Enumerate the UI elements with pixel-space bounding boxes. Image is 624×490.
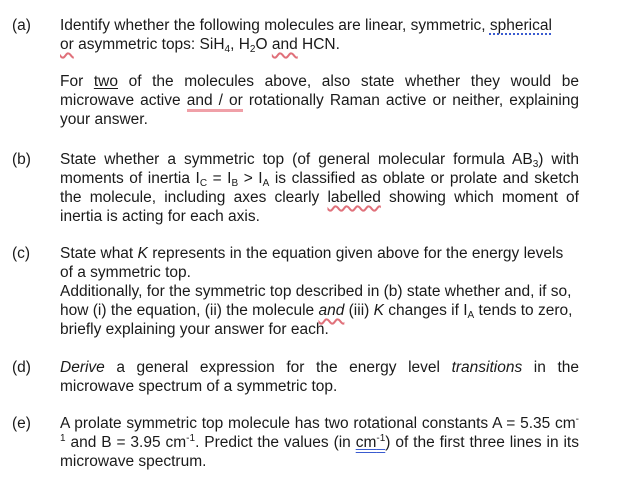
question-b-text: State whether a symmetric top (of general molecular formula $AB_3$) with moments of inertia $I_C = I_B > I_A$ is classified as oblate or prolate and sketch the molecule, including axes clearly labelled showing which moment of inertia is acting for each axis. [60,151,579,225]
question-label: (b) [12,151,31,168]
underlined-two: two [93,73,118,90]
question-e-text: A prolate symmetric top molecule has two rotational constants A = 5.35 $cm^{-1}$ and B = 3.95 $cm^{-1}$. Predict the values (in $cm^{-1}$) of the first three lines in its microwave spectrum. [60,414,579,470]
spell-flag-spherical: spherical [489,17,552,34]
spell-flag-cm: $cm^{-1}$ [355,433,386,451]
spell-flag-or: or [60,36,74,53]
question-label: (c) [12,245,31,262]
question-label: (e) [12,415,31,432]
spell-flag-and-italic: and [318,302,345,319]
question-label: (a) [12,17,31,34]
question-d-text: Derive a general expression for the energy level transitions in the microwave spectrum of a symmetric top. [60,359,579,395]
question-a-text: Identify whether the following molecules are linear, symmetric, spherical or asymmetric tops: SiH$_4$, $H_2O$ and HCN. [60,17,552,55]
question-a-followup: For two of the molecules above, also state whether they would be microwave active and / or rotationally Raman active or neither, explaining your answer. [60,73,580,128]
question-c-text: State what K represents in the equation given above for the energy levels of a symmetric top. Additionally, for the symmetric top described in (b) state whether and, if so, how (i) the equation, (ii) the molecule and (iii) K changes if $I_A$ tends to zero, briefly explaining your answer for each. [60,245,573,338]
highlight-and-or: and / or [187,92,243,112]
spell-flag-and: and [271,36,298,53]
spell-flag-labelled: labelled [327,189,381,206]
question-label: (d) [12,359,31,376]
